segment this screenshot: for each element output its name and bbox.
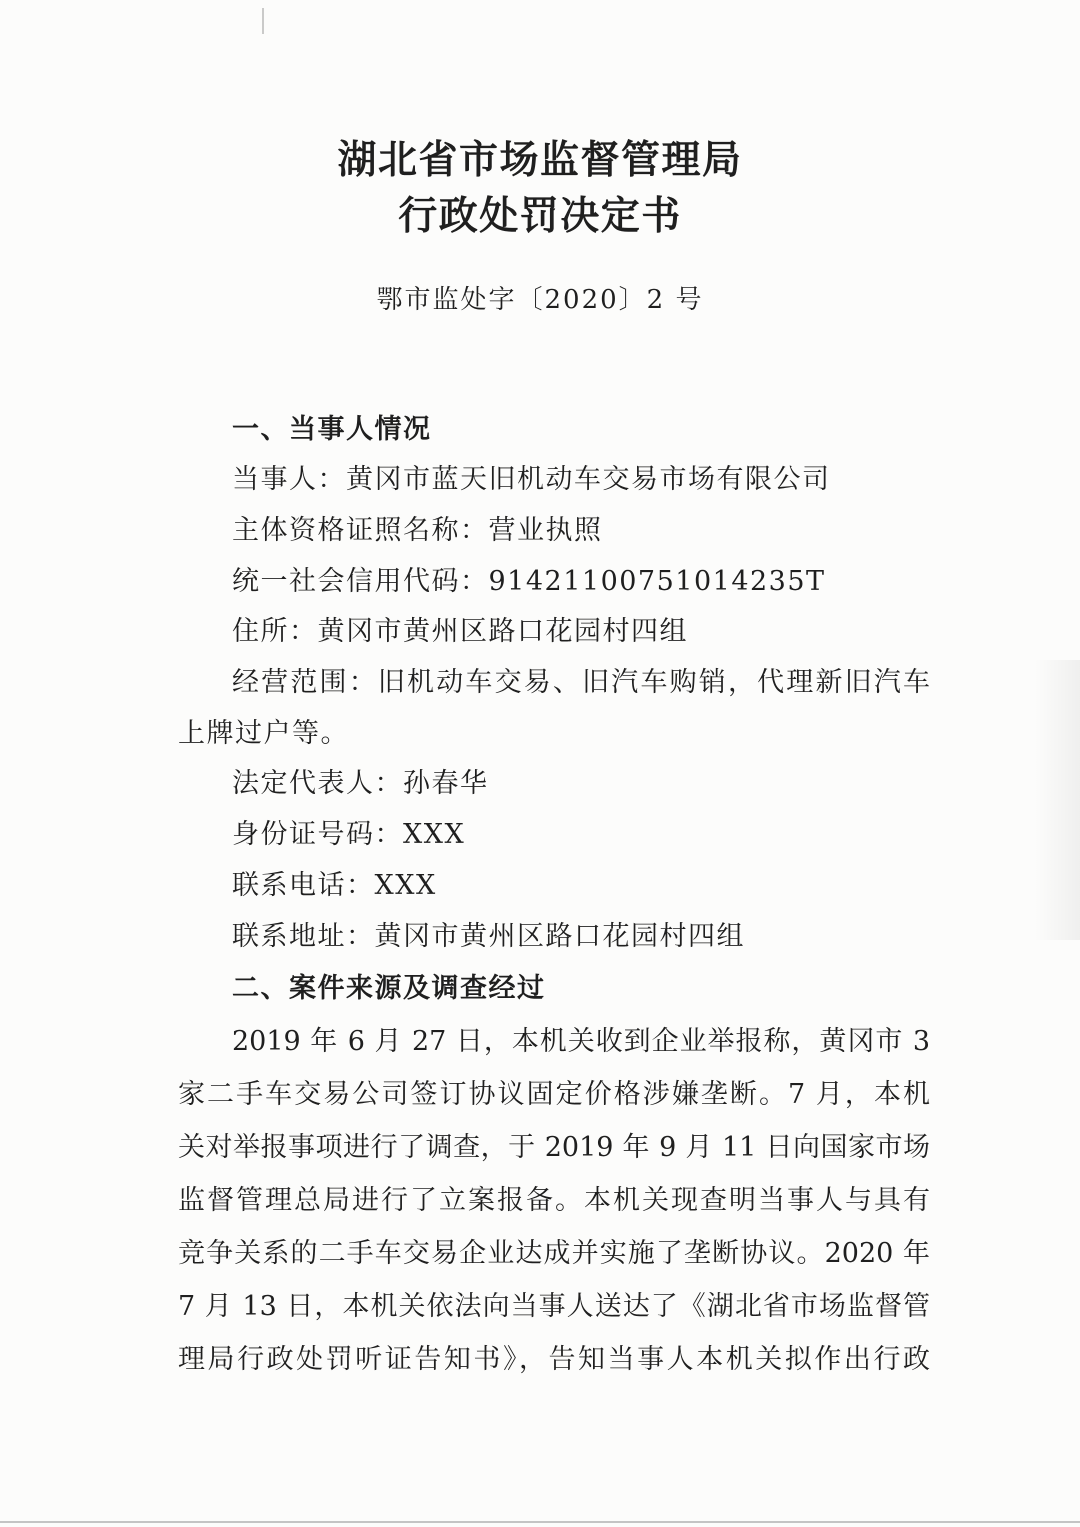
section-party-info <box>178 405 930 963</box>
paragraph-line: 监督管理总局进行了立案报备。本机关现查明当事人与具有 <box>178 1184 930 1216</box>
field-business-scope <box>178 658 930 709</box>
field-label: 统一社会信用代码： <box>232 565 489 597</box>
field-label: 当事人： <box>232 464 346 496</box>
field-address <box>178 912 930 963</box>
field-business-scope-continued <box>178 709 930 760</box>
field-label: 联系地址： <box>232 920 375 952</box>
field-value: 上牌过户等。 <box>178 717 349 749</box>
scan-page-edge <box>0 1521 1080 1523</box>
document-title-line1: 湖北省市场监督管理局 <box>337 137 743 183</box>
field-value: XXX <box>403 819 466 851</box>
paragraph-line: 7 月 13 日，本机关依法向当事人送达了《湖北省市场监督管 <box>178 1290 930 1322</box>
field-credit-code <box>178 557 930 608</box>
field-label: 经营范围： <box>232 667 378 699</box>
paragraph-line: 家二手车交易公司签订协议固定价格涉嫌垄断。7 月，本机 <box>178 1078 930 1110</box>
field-label: 身份证号码： <box>232 819 403 851</box>
field-license-type <box>178 506 930 557</box>
field-party <box>178 455 930 506</box>
scan-artifact-mark <box>262 8 264 34</box>
document-number: 鄂市监处字〔2020〕2 号 <box>376 285 704 315</box>
field-value: 旧机动车交易、旧汽车购销，代理新旧汽车 <box>377 667 931 699</box>
section-case-source <box>178 962 930 1386</box>
field-label: 法定代表人： <box>232 768 403 800</box>
paragraph-line: 关对举报事项进行了调查，于 2019 年 9 月 11 日向国家市场 <box>178 1131 930 1163</box>
section1-heading: 一、当事人情况 <box>232 413 432 445</box>
field-value: XXX <box>374 869 437 901</box>
field-label: 主体资格证照名称： <box>232 515 489 547</box>
section2-heading: 二、案件来源及调查经过 <box>232 972 546 1004</box>
field-value: 黄冈市黄州区路口花园村四组 <box>317 616 688 648</box>
paragraph-line: 2019 年 6 月 27 日，本机关收到企业举报称，黄冈市 3 <box>232 1025 930 1057</box>
field-id-number <box>178 810 930 861</box>
document-title-line2: 行政处罚决定书 <box>398 193 682 239</box>
paragraph-line: 理局行政处罚听证告知书》，告知当事人本机关拟作出行政 <box>178 1343 930 1375</box>
field-phone <box>178 861 930 912</box>
field-value: 黄冈市黄州区路口花园村四组 <box>374 920 745 952</box>
scan-artifact-shade <box>1034 660 1080 940</box>
field-residence <box>178 607 930 658</box>
field-value: 91421100751014235T <box>488 565 826 597</box>
field-legal-representative <box>178 759 930 810</box>
field-label: 住所： <box>232 616 318 648</box>
paragraph-line: 竞争关系的二手车交易企业达成并实施了垄断协议。2020 年 <box>178 1237 930 1269</box>
field-value: 营业执照 <box>488 515 603 547</box>
field-value: 孙春华 <box>403 768 489 800</box>
field-value: 黄冈市蓝天旧机动车交易市场有限公司 <box>346 464 831 496</box>
field-label: 联系电话： <box>232 869 375 901</box>
